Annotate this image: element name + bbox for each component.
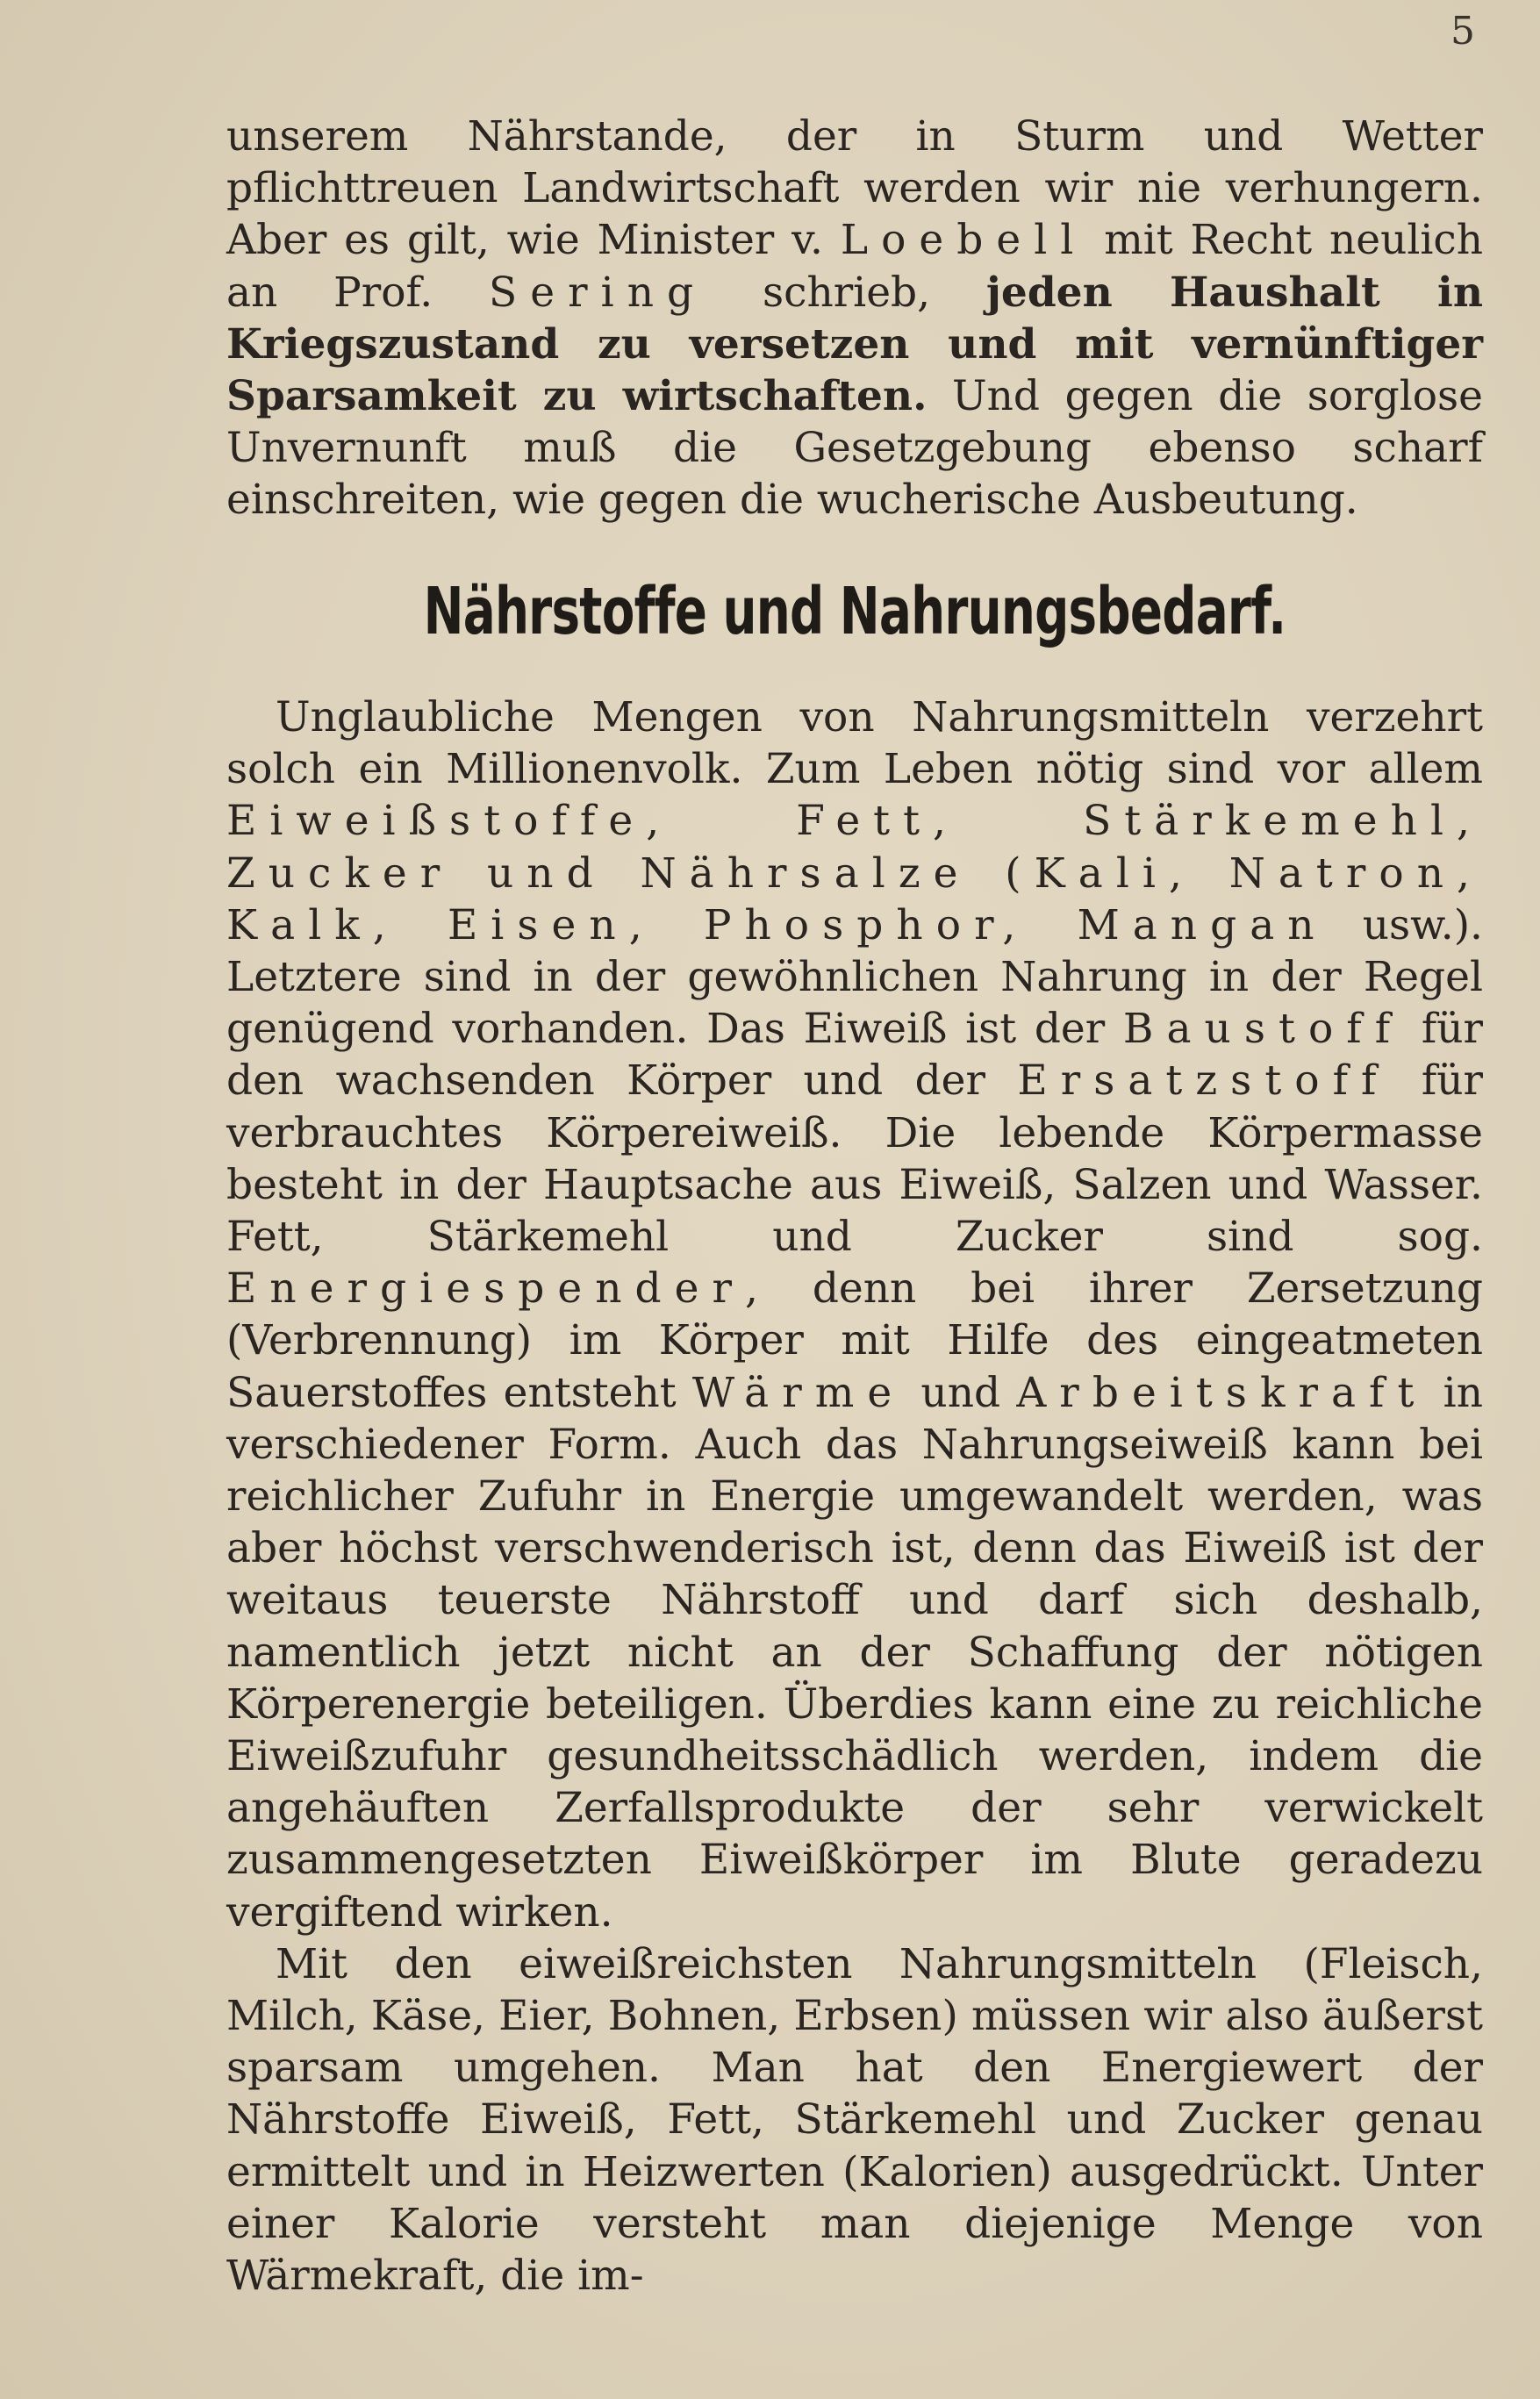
p2-spaced-nutrients: Eiweißstoffe, Fett, Stärkemehl, Zucker und Nährsalze (Kali, Natron, Kalk, Eisen, Phosphor, Mangan [226, 797, 1483, 949]
page-number: 5 [1450, 9, 1475, 54]
p1-bold-statement: jeden Haushalt in Kriegszustand zu versetzen und mit vernünftiger Sparsamkeit zu wirtschaften. [226, 268, 1484, 421]
p1-name-sering: Sering [489, 268, 707, 317]
p2-spaced-baustoff: Baustoff [1122, 1005, 1404, 1054]
p2-text-f: und [905, 1368, 1017, 1417]
p2-text-e: , denn bei ihrer Zersetzung (Verbrennung) im Körper mit Hilfe des eingeatmeten Sauerstoffes entsteht [226, 1264, 1483, 1417]
p2-spaced-ersatzstoff: Ersatzstoff [1017, 1056, 1390, 1106]
p2-spaced-waerme: Wärme [691, 1368, 906, 1417]
text-block-top [226, 111, 1483, 526]
p1-text-a: unserem Nährstande, der in Sturm und Wetter pflichttreuen Landwirtschaft werden wir nie verhungern. Aber es gilt, wie Minister v. [226, 112, 1483, 265]
p1-text-d: Und gegen die sorglose Unvernunft muß die Gesetzgebung ebenso scharf einschreiten, wie gegen die wucherische Ausbeutung. [226, 372, 1483, 525]
text-block-main [226, 691, 1483, 2302]
paragraph-3: Mit den eiweißreichsten Nahrungsmitteln (Fleisch, Milch, Käse, Eier, Bohnen, Erbsen) müssen wir also äußerst sparsam umgehen. Man hat den Energiewert der Nährstoffe Eiweiß, Fett, Stärkemehl und Zucker genau ermittelt und in Heizwerten (Kalorien) ausgedrückt. Unter einer Kalorie versteht man diejenige Menge von Wärmekraft, die im- [226, 1939, 1483, 2301]
p2-text-c: für den wachsenden Körper und der [226, 1005, 1484, 1106]
p2-text-d: für verbrauchtes Körpereiweiß. Die lebende Körpermasse besteht in der Hauptsache aus Eiweiß, Salzen und Wasser. Fett, Stärkemehl und Zucker sind sog. [226, 1056, 1483, 1262]
p1-name-loebell: Loebell [840, 216, 1087, 265]
p2-spaced-energiespender: Energiespender [226, 1264, 746, 1314]
paragraph-2 [226, 691, 1483, 1938]
section-heading: Nährstoffe und Nahrungsbedarf. [423, 574, 1286, 649]
p2-text-b: usw.). Letztere sind in der gewöhnlichen Nahrung in der Regel genügend vorhanden. Das Eiweiß ist der [226, 900, 1483, 1054]
p2-text-g: in verschiedener Form. Auch das Nahrungseiweiß kann bei reichlicher Zufuhr in Energie umgewandelt werden, was aber höchst verschwenderisch ist, denn das Eiweiß ist der weitaus teuerste Nährstoff und darf sich deshalb, namentlich jetzt nicht an der Schaffung der nötigen Körperenergie beteiligen. Überdies kann eine zu reichliche Eiweißzufuhr gesundheitsschädlich werden, indem die angehäuften Zerfallsprodukte der sehr verwickelt zusammengesetzten Eiweißkörper im Blute geradezu vergiftend wirken. [226, 1368, 1483, 1937]
p2-spaced-arbeitskraft: Arbeitskraft [1016, 1368, 1428, 1417]
p1-text-c: schrieb, [706, 268, 986, 317]
p2-text-a: Unglaubliche Mengen von Nahrungsmitteln verzehrt solch ein Millionenvolk. Zum Leben nötig sind vor allem [226, 693, 1483, 794]
p1-text-b: mit Recht neulich an Prof. [226, 216, 1483, 317]
paragraph-1 [226, 111, 1483, 526]
